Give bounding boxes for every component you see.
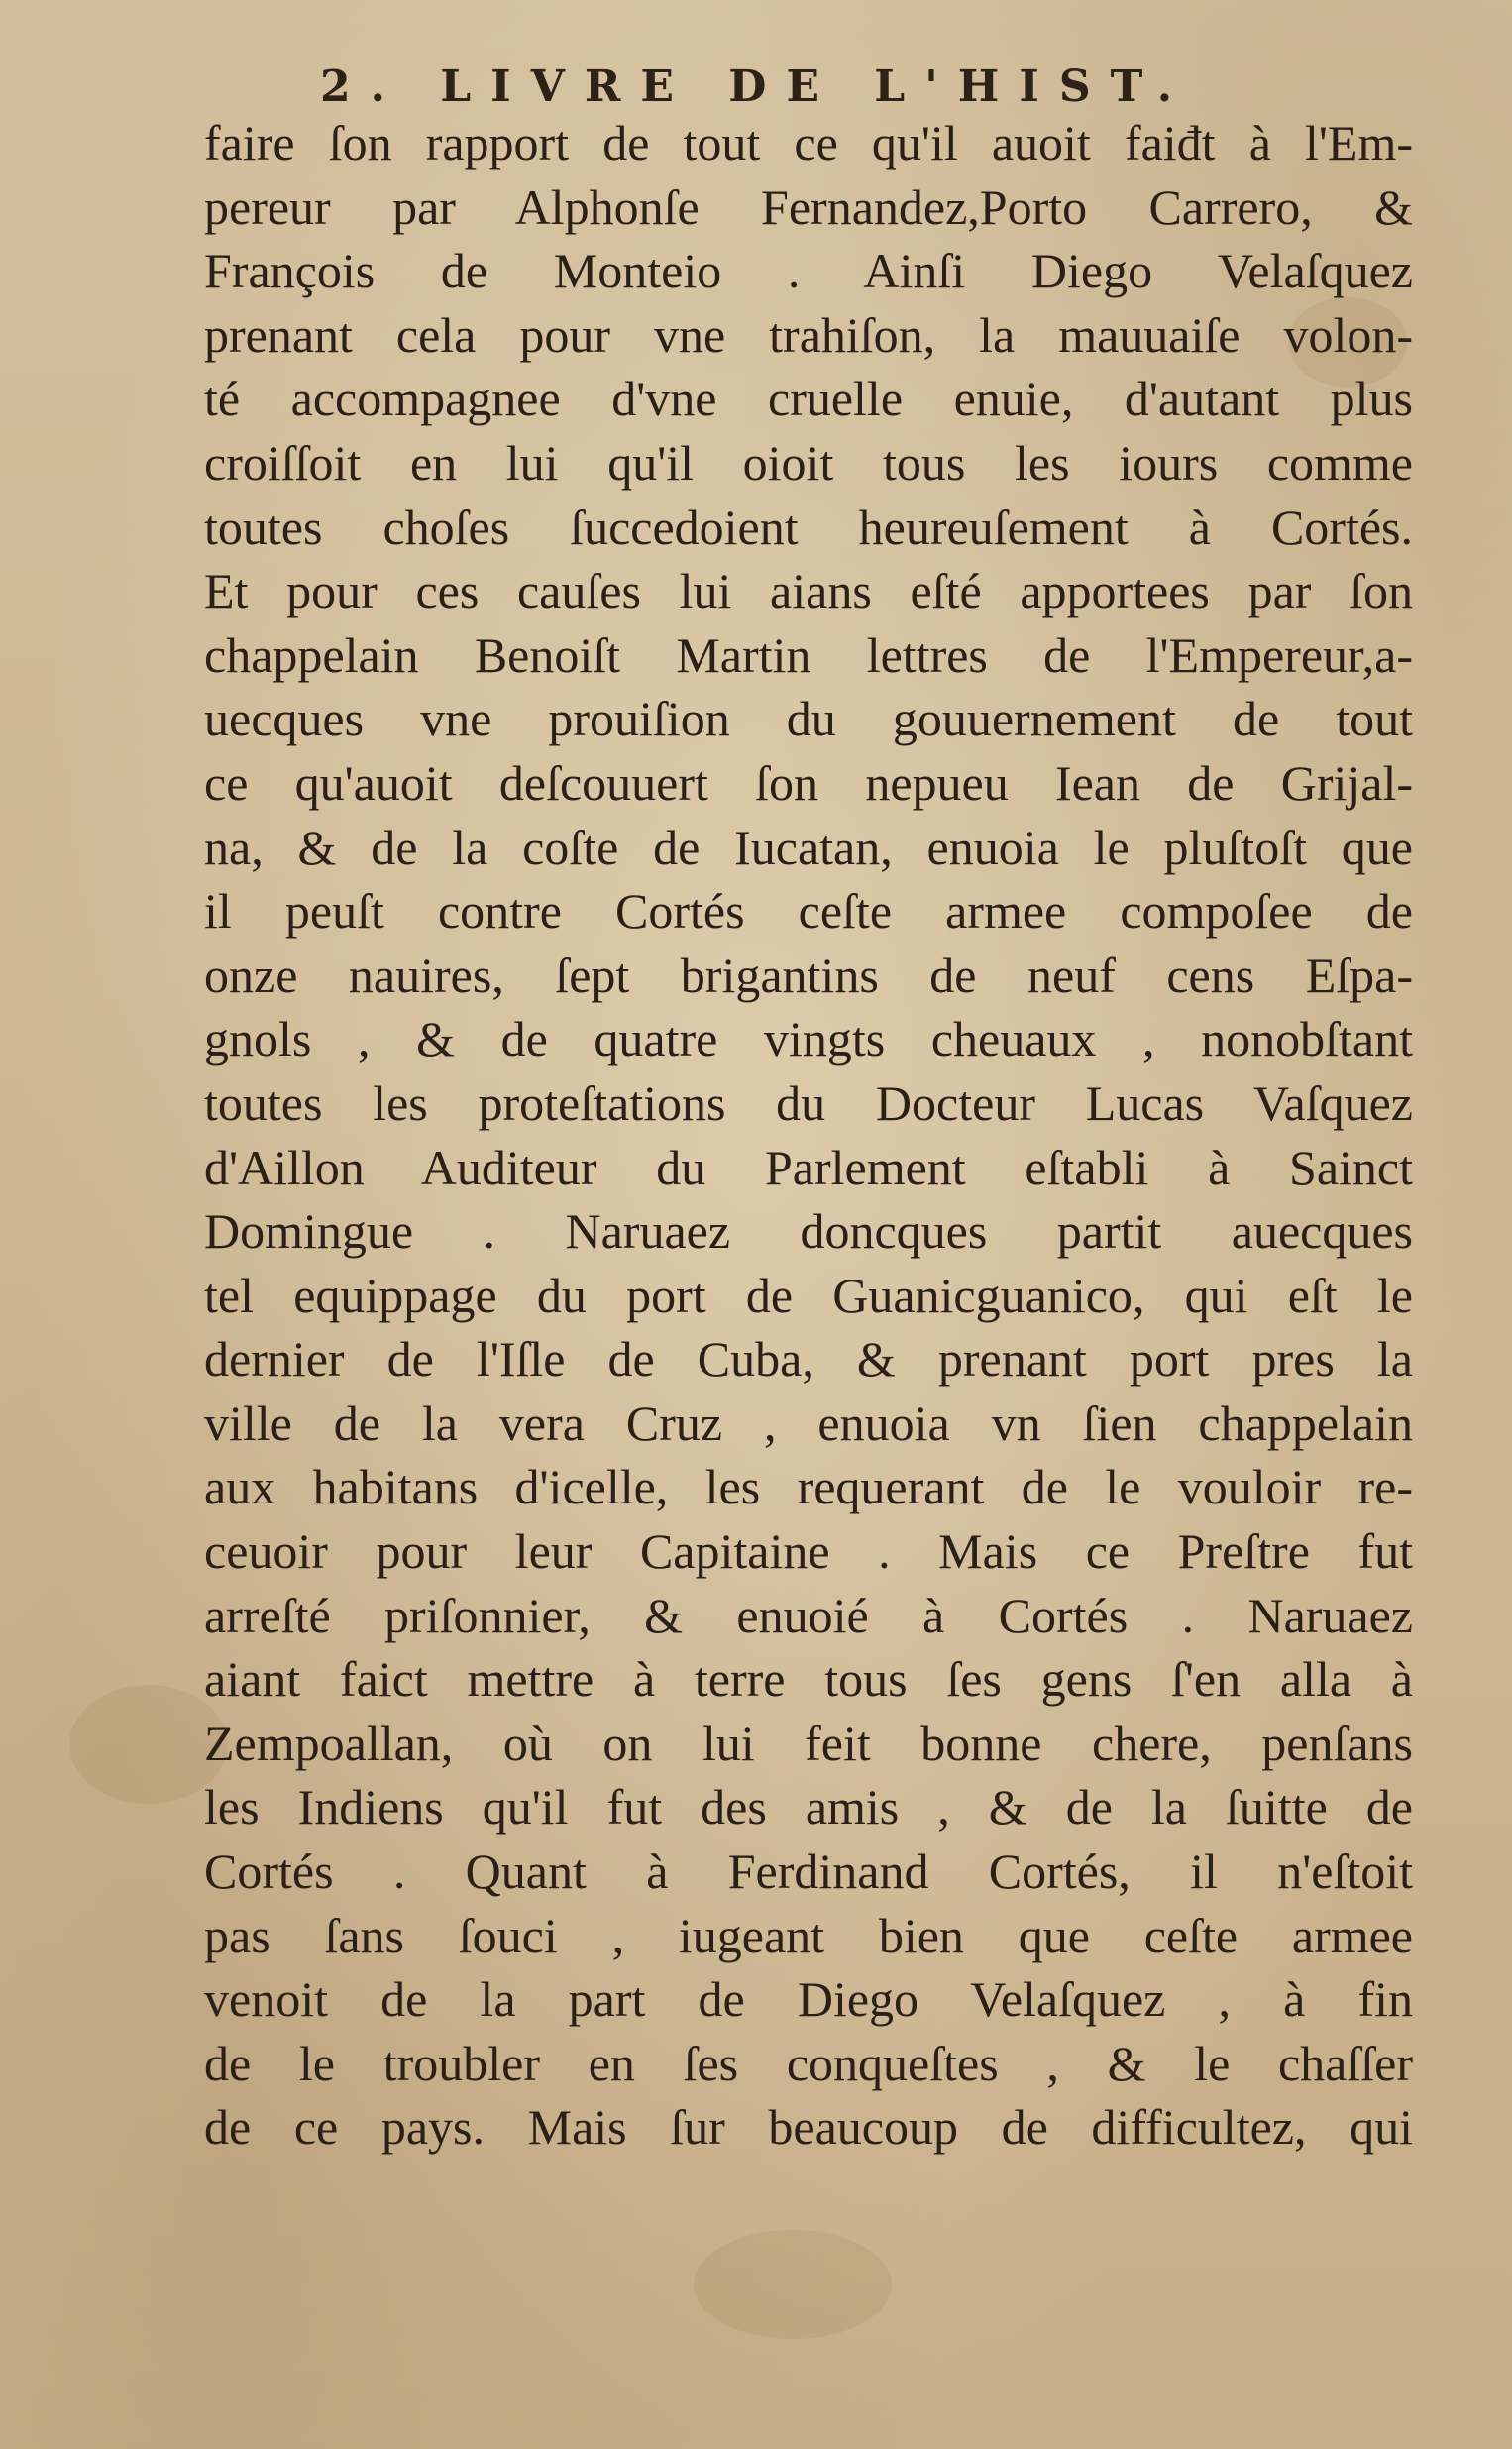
text-line: de le troubler en ſes conqueſtes , & le chaſſer	[204, 2035, 1413, 2091]
text-line: ville de la vera Cruz , enuoia vn ſien chappelain	[204, 1394, 1413, 1451]
text-line: toutes choſes ſuccedoient heureuſement à Cortés.	[204, 499, 1413, 555]
text-line: Domingue . Naruaez doncques partit auecques	[204, 1203, 1413, 1260]
text-line: venoit de la part de Diego Velaſquez , à fin	[204, 1971, 1413, 2028]
text-line: Cortés . Quant à Ferdinand Cortés, il n'eſtoit	[204, 1843, 1413, 1900]
text-line: gnols , & de quatre vingts cheuaux , nonobſtant	[204, 1011, 1413, 1067]
text-line: ceuoir pour leur Capitaine . Mais ce Preſtre fut	[204, 1523, 1413, 1580]
text-line: na, & de la coſte de Iucatan, enuoia le pluſtoſt que	[204, 819, 1413, 875]
paper-stain	[694, 2230, 892, 2339]
text-line: toutes les proteſtations du Docteur Lucas Vaſquez	[204, 1074, 1413, 1131]
text-line: faire ſon rapport de tout ce qu'il auoit faiđt à l'Em-	[204, 115, 1413, 170]
text-line: ce qu'auoit deſcouuert ſon nepueu Iean de Grijal-	[204, 754, 1413, 811]
text-line: Et pour ces cauſes lui aians eſté apportees par ſon	[204, 563, 1413, 619]
running-head: 2. LIVRE DE L'HIST.	[319, 61, 1193, 112]
text-line: pereur par Alphonſe Fernandez,Porto Carrero, &	[204, 178, 1413, 235]
text-line: chappelain Benoiſt Martin lettres de l'Empereur,a-	[204, 626, 1413, 683]
text-line: pas ſans ſouci , iugeant bien que ceſte armee	[204, 1907, 1413, 1963]
text-line: té accompagnee d'vne cruelle enuie, d'autant plus	[204, 371, 1413, 427]
page-body-text	[204, 111, 1413, 2160]
text-line: les Indiens qu'il fut des amis , & de la ſuitte de	[204, 1779, 1413, 1836]
text-line: François de Monteio . Ainſi Diego Velaſquez	[204, 243, 1413, 299]
text-line: croiſſoit en lui qu'il oioit tous les iours comme	[204, 434, 1413, 491]
text-line: dernier de l'Iſle de Cuba, & prenant port pres la	[204, 1331, 1413, 1388]
text-line: uecques vne prouiſion du gouuernement de tout	[204, 691, 1413, 747]
text-line: de ce pays. Mais ſur beaucoup de difficultez, qui	[204, 2099, 1413, 2156]
text-line: aiant faict mettre à terre tous ſes gens ſ'en alla à	[204, 1651, 1413, 1708]
text-line: il peuſt contre Cortés ceſte armee compoſee de	[204, 883, 1413, 940]
text-line: arreſté priſonnier, & enuoié à Cortés . Naruaez	[204, 1587, 1413, 1643]
text-line: d'Aillon Auditeur du Parlement eſtabli à Sainct	[204, 1139, 1413, 1195]
text-line: prenant cela pour vne trahiſon, la mauuaiſe volon-	[204, 306, 1413, 363]
text-line: tel equippage du port de Guanicguanico, qui eſt le	[204, 1267, 1413, 1323]
text-line: onze nauires, ſept brigantins de neuf cens Eſpa-	[204, 946, 1413, 1003]
text-line: Zempoallan, où on lui feit bonne chere, penſans	[204, 1715, 1413, 1771]
text-line: aux habitans d'icelle, les requerant de le vouloir re-	[204, 1459, 1413, 1515]
